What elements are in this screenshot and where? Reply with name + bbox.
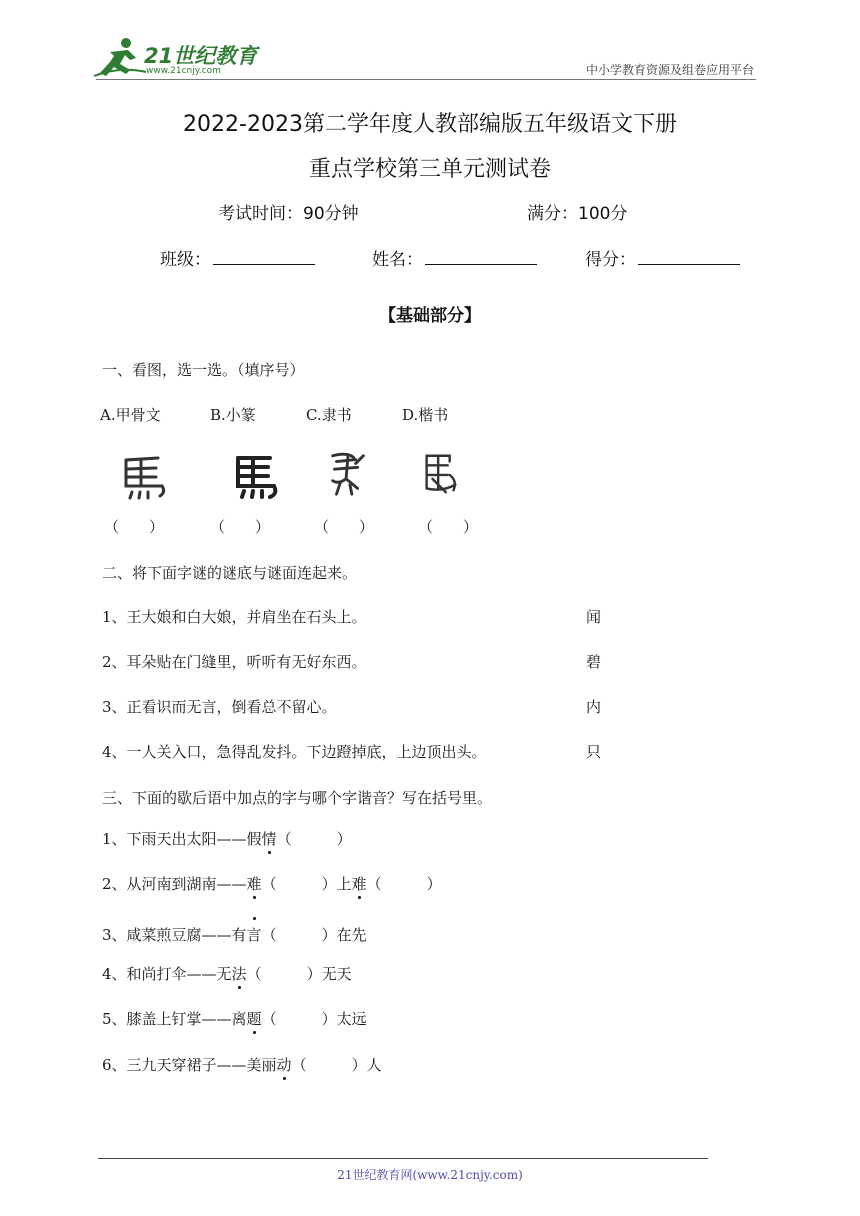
q3-item-5-dotted: 题	[246, 1010, 262, 1028]
q3-item-5	[102, 1008, 367, 1029]
q2-riddle-4: 4、一人关入口，急得乱发抖。下边蹬掉底，上边顶出头。	[102, 743, 487, 761]
section-title: 【基础部分】	[379, 306, 481, 326]
q3-item-2	[102, 873, 442, 894]
q3-item-1-blank[interactable]: （ ）	[276, 830, 352, 848]
grade-field	[585, 245, 740, 270]
exam-full-score: 满分：100分	[527, 204, 628, 224]
q3-item-6	[102, 1054, 382, 1075]
q3-item-2-blank-1[interactable]: （ ）上	[261, 875, 352, 893]
q2-answer-3: 内	[586, 698, 602, 716]
q3-item-6-blank[interactable]: （ ）人	[291, 1056, 382, 1074]
class-label: 班级：	[160, 250, 211, 270]
q3-item-5-blank[interactable]: （ ）太远	[261, 1010, 367, 1028]
q3-item-4	[102, 963, 352, 984]
q2-heading: 二、将下面字谜的谜底与谜面连起来。	[102, 564, 358, 582]
platform-label: 中小学教育资源及组卷应用平台	[585, 63, 754, 77]
q3-item-4-blank[interactable]: （ ）无天	[246, 965, 352, 983]
q2-riddle-1: 1、王大娘和白大娘，并肩坐在石头上。	[102, 608, 367, 626]
q1-option-a: A.甲骨文	[100, 406, 161, 424]
q1-heading: 一、看图，选一选。（填序号）	[102, 361, 305, 379]
q2-answer-2: 碧	[586, 653, 602, 671]
name-field	[372, 245, 537, 270]
q2-riddle-2: 2、耳朵贴在门缝里，听听有无好东西。	[102, 653, 367, 671]
q3-item-2-dotted-1: 难	[246, 875, 262, 893]
q1-answer-1[interactable]: （ ）	[104, 518, 165, 536]
q1-option-d: D.楷书	[402, 406, 449, 424]
name-label: 姓名：	[372, 250, 423, 270]
q3-item-3-text: 3、咸菜煎豆腐——有	[102, 926, 247, 944]
horse-seal-script-icon	[412, 450, 472, 498]
q3-item-4-dotted: 法	[231, 965, 247, 983]
class-blank[interactable]	[213, 250, 315, 265]
q3-item-4-text: 4、和尚打伞——无	[102, 965, 232, 983]
q1-option-b: B.小篆	[210, 406, 256, 424]
emphasis-dot-icon	[253, 917, 256, 920]
logo-name: 21世纪教育	[144, 44, 258, 68]
q3-item-5-text: 5、膝盖上钉掌——离	[102, 1010, 247, 1028]
q2-answer-1: 闻	[586, 608, 602, 626]
exam-time: 考试时间：90分钟	[218, 204, 359, 224]
q3-item-1-dotted: 情	[261, 830, 277, 848]
q1-answer-4[interactable]: （ ）	[418, 518, 479, 536]
grade-label: 得分：	[585, 250, 636, 270]
q1-answer-2[interactable]: （ ）	[210, 518, 271, 536]
q2-riddle-3: 3、正看识而无言，倒看总不留心。	[102, 698, 337, 716]
footer-divider	[98, 1158, 708, 1159]
q3-item-2-dotted-2: 难	[351, 875, 367, 893]
q3-item-3-blank[interactable]: （ ）在先	[261, 926, 367, 944]
footer-link[interactable]: 21世纪教育网(www.21cnjy.com)	[337, 1168, 523, 1182]
q2-answer-4: 只	[586, 743, 602, 761]
horse-oracle-bone-icon	[318, 450, 378, 498]
class-field	[160, 245, 315, 270]
q3-item-2-text: 2、从河南到湖南——	[102, 875, 247, 893]
q3-item-1	[102, 828, 352, 849]
q3-item-3-dotted: 言	[247, 926, 262, 944]
q3-heading: 三、下面的歇后语中加点的字与哪个字谐音？写在括号里。	[102, 789, 493, 807]
header-divider	[96, 79, 756, 80]
q3-item-3	[102, 924, 367, 945]
horse-regular-script-icon	[228, 452, 288, 500]
logo-url: www.21cnjy.com	[146, 66, 221, 76]
q1-option-c: C.隶书	[306, 406, 352, 424]
horse-clerical-script-icon	[118, 452, 178, 500]
q3-item-1-text: 1、下雨天出太阳——假	[102, 830, 262, 848]
q3-item-6-text: 6、三九天穿裙子——美丽	[102, 1056, 277, 1074]
page-subtitle: 重点学校第三单元测试卷	[308, 157, 551, 182]
q3-item-6-dotted: 动	[276, 1056, 292, 1074]
page-title: 2022-2023第二学年度人教部编版五年级语文下册	[183, 112, 677, 137]
grade-blank[interactable]	[638, 250, 740, 265]
name-blank[interactable]	[425, 250, 537, 265]
runner-logo-icon	[92, 36, 148, 80]
q1-answer-3[interactable]: （ ）	[314, 518, 375, 536]
q3-item-2-blank-2[interactable]: （ ）	[366, 875, 442, 893]
